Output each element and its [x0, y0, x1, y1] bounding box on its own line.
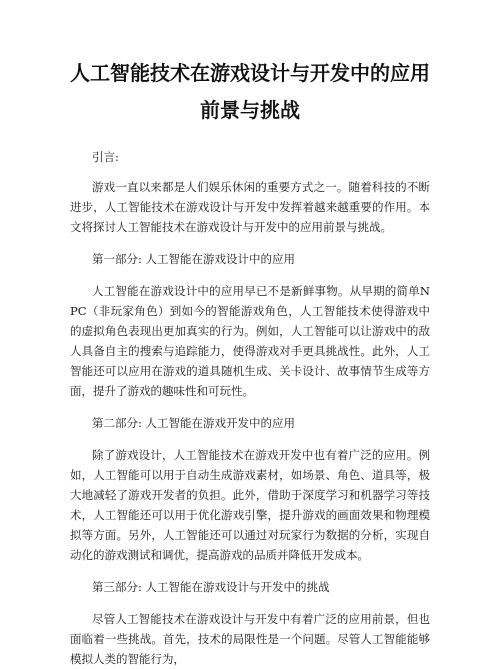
- section-paragraph-2: 除了游戏设计，人工智能技术在游戏开发中也有着广泛的应用。例如，人工智能可以用于自动生成游戏素材，如场景、角色、道具等，极大地减轻了游戏开发者的负担。此外，借助于深度学习和机器学习等技术，人工智能还可以用于优化游戏引擎，提升游戏的画面效果和物理模拟等方面。另外，人工智能还可以通过对玩家行为数据的分析，实现自动化的游戏测试和调优，提高游戏的品质并降低开发成本。: [70, 448, 430, 562]
- section-heading-3: 第三部分: 人工智能在游戏设计与开发中的挑战: [92, 580, 330, 594]
- section-paragraph-3: 尽管人工智能技术在游戏设计与开发中有着广泛的应用前景，但也面临着一些挑战。首先，技术的局限性是一个问题。尽管人工智能能够模拟人类的智能行为，: [70, 612, 430, 666]
- section-paragraph-1: 人工智能在游戏设计中的应用早已不是新鲜事物。从早期的简单NPC（非玩家角色）到如今的智能游戏角色，人工智能技术使得游戏中的虚拟角色表现出更加真实的行为。例如，人工智能可以让游戏中的敌人具备自主的搜索与追踪能力，使得游戏对手更具挑战性。此外，人工智能还可以应用在游戏的道具随机生成、关卡设计、故事情节生成等方面，提升了游戏的趣味性和可玩性。: [70, 284, 430, 398]
- intro-label: 引言:: [92, 150, 119, 164]
- section-heading-1: 第一部分: 人工智能在游戏设计中的应用: [92, 252, 296, 266]
- section-heading-2: 第二部分: 人工智能在游戏开发中的应用: [92, 416, 296, 430]
- intro-paragraph: 游戏一直以来都是人们娱乐休闲的重要方式之一。随着科技的不断进步，人工智能技术在游戏设计与开发中发挥着越来越重要的作用。本文将探讨人工智能技术在游戏设计与开发中的应用前景与挑战。: [70, 180, 430, 234]
- document-title: 人工智能技术在游戏设计与开发中的应用前景与挑战: [70, 61, 430, 122]
